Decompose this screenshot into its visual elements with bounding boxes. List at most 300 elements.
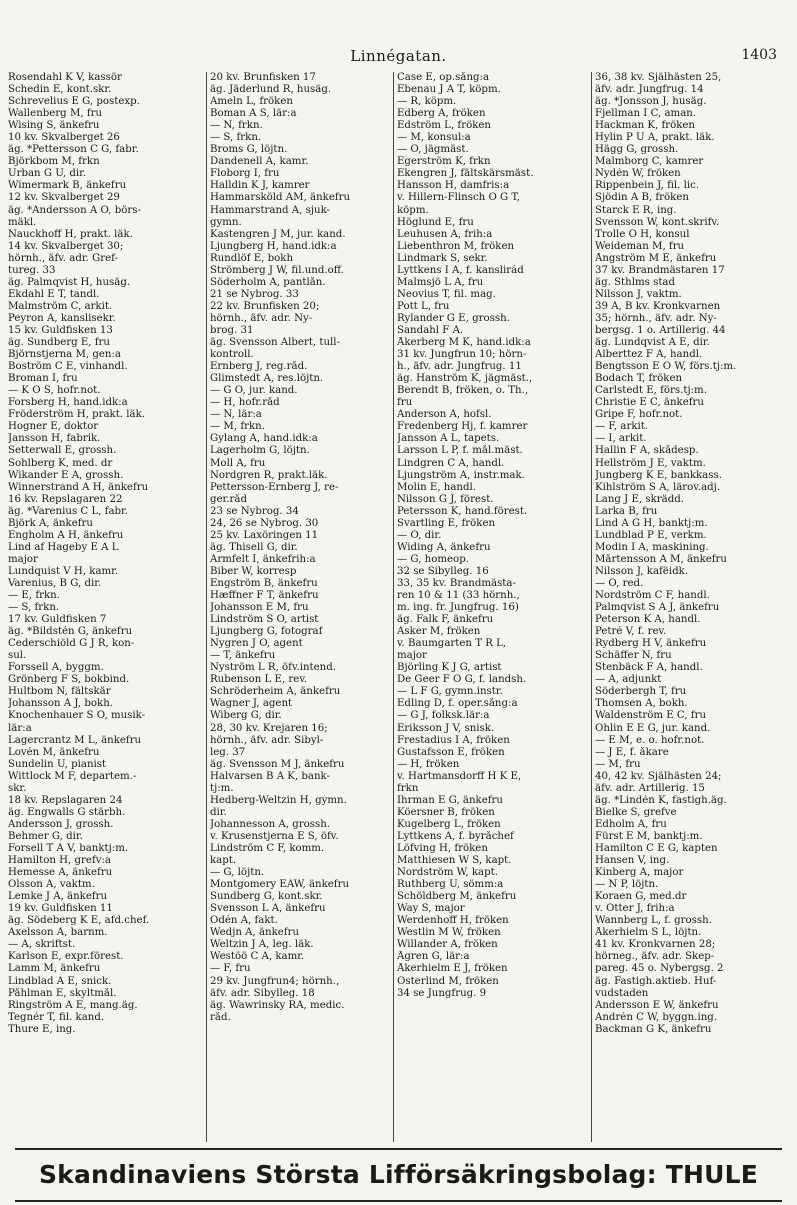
directory-entry: Olsson A, vaktm.	[8, 879, 95, 891]
directory-entry: Ebenau J A T, köpm.	[397, 84, 501, 96]
directory-entry: Rylander G E, grossh.	[397, 312, 510, 324]
directory-entry: Urban G U, dir.	[8, 168, 87, 180]
directory-entry: äg. *Andersson A O, börs-	[8, 204, 141, 216]
directory-entry: Frestadius I A, fröken	[397, 734, 510, 746]
directory-entry: Nilsson J, kafëidk.	[595, 565, 689, 577]
directory-entry: Wannberg L, f. grossh.	[595, 915, 712, 927]
directory-entry: Forssell A, byggm.	[8, 662, 104, 674]
directory-column-3	[393, 72, 590, 1142]
directory-entry: Schäffer N, fru	[595, 650, 672, 662]
directory-entry: Jansson H, fabrik.	[8, 433, 101, 445]
directory-entry: Ernberg J, reg.råd.	[210, 361, 308, 373]
directory-entry: Påhlman E, skyltmål.	[8, 987, 117, 999]
directory-entry: Mårtensson A M, änkefru	[595, 553, 727, 565]
directory-entry: Gylang A, hand.idk:a	[210, 433, 318, 445]
directory-entry: — J E, f. åkare	[595, 746, 669, 758]
directory-entry: — H, hofr.råd	[210, 397, 280, 409]
directory-entry: Petersson K, hand.förest.	[397, 505, 528, 517]
directory-entry: Björling K J G, artist	[397, 662, 502, 674]
directory-entry: — O, dir.	[397, 529, 442, 541]
directory-entry: Lemke J A, änkefru	[8, 891, 108, 903]
directory-entry: Rubenson L E, rev.	[210, 674, 308, 686]
directory-entry: Lind A G H, banktj:m.	[595, 517, 708, 529]
directory-entry: Hamilton H, grefv:a	[8, 855, 111, 867]
directory-entry: — E, frkn.	[8, 590, 60, 602]
directory-entry: Lindström C F, komm.	[210, 843, 325, 854]
directory-entry: dir.	[210, 806, 227, 818]
directory-entry: vudstaden	[595, 987, 649, 999]
directory-entry: Schedin E, kont.skr.	[8, 84, 112, 96]
directory-entry: äg. Sthlms stad	[595, 276, 676, 288]
directory-entry: Thure E, ing.	[8, 1023, 76, 1035]
directory-entry: 25 kv. Laxöringen 11	[210, 529, 319, 541]
directory-entry: tureg. 33	[8, 264, 56, 276]
directory-entry: Peyron A, kanslisekr.	[8, 312, 116, 324]
directory-columns	[8, 72, 793, 1142]
directory-entry: Nyström L R, öfv.intend.	[210, 662, 336, 674]
directory-entry: Ruthberg U, sömm:a	[397, 879, 504, 891]
directory-entry: Hogner E, doktor	[8, 421, 99, 433]
directory-entry: 17 kv. Guldfisken 7	[8, 614, 107, 626]
directory-entry: 33, 35 kv. Brandmästa-	[397, 577, 516, 589]
directory-entry: Cederschiöld G J R, kon-	[8, 638, 135, 650]
directory-entry: Hallin F A, skådesp.	[595, 445, 699, 457]
directory-entry: Löfving H, fröken	[397, 843, 488, 854]
directory-entry: köpm.	[397, 204, 429, 216]
directory-entry: Molin E, handl.	[397, 481, 477, 493]
directory-entry: 39 A, B kv. Kronkvarnen	[595, 300, 721, 312]
directory-entry: Edholm A, fru	[595, 818, 667, 830]
directory-entry: — F, arkit.	[595, 421, 649, 433]
directory-entry: Lamm M, änkefru	[8, 963, 101, 975]
directory-entry: Leuhusen A, frih:a	[397, 228, 493, 240]
directory-entry: äg. Hanström K, jägmäst.,	[397, 373, 533, 385]
directory-entry: Ringström A E, mang.äg.	[8, 999, 138, 1011]
directory-entry: Boman A S, lär:a	[210, 108, 297, 120]
directory-entry: — E M, e. o. hofr.not.	[595, 734, 705, 746]
directory-entry: Söderbergh T, fru	[595, 686, 687, 698]
directory-entry: Widing A, änkefru	[397, 541, 491, 553]
directory-entry: Hultbom N, fältskär	[8, 686, 111, 698]
directory-entry: Winnerstrand A H, änkefru	[8, 481, 149, 493]
page-header	[0, 0, 797, 70]
directory-entry: Svensson W, kont.skrifv.	[595, 216, 720, 228]
directory-entry: Engholm A H, änkefru	[8, 529, 124, 541]
directory-entry: 14 kv. Skvalberget 30;	[8, 240, 124, 252]
directory-entry: Nordgren R, prakt.läk.	[210, 469, 328, 481]
directory-entry: Wising S, änkefru	[8, 120, 100, 132]
directory-entry: — N P, löjtn.	[595, 879, 659, 891]
directory-entry: — G, löjtn.	[210, 867, 265, 879]
directory-entry: Broms G, löjtn.	[210, 144, 288, 156]
directory-entry: hörneg., äfv. adr. Skep-	[595, 951, 715, 963]
directory-entry: Svartling E, fröken	[397, 517, 496, 529]
directory-entry: — O, jägmäst.	[397, 144, 469, 156]
directory-entry: äg. *Lindén K, fastigh.äg.	[595, 794, 727, 806]
directory-entry: äg. *Bildstén G, änkefru	[8, 626, 133, 638]
directory-entry: äg. Svensson Albert, tull-	[210, 337, 341, 349]
directory-entry: hörnh., äfv. adr. Ny-	[210, 312, 313, 324]
directory-entry: v. Krusenstjerna E S, öfv.	[210, 830, 339, 842]
directory-entry: Lind af Hageby E A L	[8, 541, 119, 553]
directory-entry: 16 kv. Repslagaren 22	[8, 493, 123, 505]
directory-entry: äg. Falk F, änkefru	[397, 614, 494, 626]
directory-entry: h., äfv. adr. Jungfrug. 11	[397, 361, 522, 373]
directory-entry: Schöldberg M, änkefru	[397, 891, 517, 903]
directory-entry: Modin I A, maskining.	[595, 541, 709, 553]
directory-entry: Wimermark B, änkefru	[8, 180, 127, 192]
directory-entry: Koraen G, med.dr	[595, 891, 687, 903]
directory-entry: Malmborg C, kamrer	[595, 156, 704, 168]
directory-entry: Edling D, f. oper.sång:a	[397, 698, 518, 710]
directory-entry: major	[8, 553, 38, 565]
directory-entry: Hammarsköld AM, änkefru	[210, 192, 351, 204]
directory-entry: Varenius, B G, dir.	[8, 577, 102, 589]
directory-entry: Larka B, fru	[595, 505, 658, 517]
directory-entry: hörnh., äfv. adr. Gref-	[8, 252, 118, 264]
directory-entry: Dandenell A, kamr.	[210, 156, 309, 168]
directory-entry: 41 kv. Kronkvarnen 28;	[595, 939, 716, 951]
directory-entry: Hylin P U A, prakt. läk.	[595, 132, 715, 144]
directory-entry: Ångström M E, änkefru	[595, 252, 717, 264]
directory-entry: Waldenström E C, fru	[595, 710, 707, 722]
directory-entry: v. Baumgarten T R L,	[397, 638, 507, 650]
directory-entry: Bengtsson E O W, förs.tj:m.	[595, 361, 737, 373]
directory-entry: Kinberg A, major	[595, 867, 684, 879]
directory-entry: Kihlström S A, lärov.adj.	[595, 481, 721, 493]
directory-entry: Ekengren J, fältskärsmäst.	[397, 168, 534, 180]
directory-entry: Carlstedt E, förs.tj:m.	[595, 385, 707, 397]
directory-entry: äg. Jäderlund R, husäg.	[210, 84, 332, 96]
directory-entry: Wagner J, agent	[210, 698, 293, 710]
directory-entry: äg. Svensson M J, änkefru	[210, 758, 345, 770]
directory-entry: Åkerhielm S L, löjtn.	[595, 927, 702, 939]
directory-entry: Palmqvist S A J, änkefru	[595, 602, 720, 614]
directory-entry: Weltzin J A, leg. läk.	[210, 939, 314, 951]
directory-entry: 32 se Sibylleg. 16	[397, 565, 489, 577]
directory-entry: 22 kv. Brunfisken 20;	[210, 300, 320, 312]
directory-entry: Fredenberg Hj, f. kamrer	[397, 421, 528, 433]
directory-entry: De Geer F O G, f. landsh.	[397, 674, 527, 686]
directory-entry: Sohlberg K, med. dr	[8, 457, 113, 469]
directory-entry: leg. 37	[210, 746, 246, 758]
directory-entry: Montgomery EAW, änkefru	[210, 879, 350, 891]
directory-entry: Trolle O H, konsul	[595, 228, 690, 240]
directory-entry: Egerström K, frkn	[397, 156, 491, 168]
directory-entry: — G O, jur. kand.	[210, 385, 298, 397]
directory-entry: Edström L, fröken	[397, 120, 491, 132]
directory-entry: Grönberg F S, bokbind.	[8, 674, 130, 686]
directory-entry: Boström C E, vinhandl.	[8, 361, 128, 373]
page-number: 1403	[741, 47, 777, 63]
directory-entry: — R, köpm.	[397, 96, 457, 108]
directory-entry: Björnstjerna M, gen:a	[8, 349, 121, 361]
directory-entry: Hamilton C E G, kapten	[595, 843, 718, 854]
directory-entry: Lagercrantz M L, änkefru	[8, 734, 142, 746]
directory-entry: Malmström C, arkit.	[8, 300, 113, 312]
directory-entry: Kugelberg L, fröken	[397, 818, 501, 830]
directory-entry: Sjödin A B, fröken	[595, 192, 689, 204]
directory-entry: Peterson K A, handl.	[595, 614, 701, 626]
directory-entry: Christie E C, änkefru	[595, 397, 704, 409]
directory-entry: Eriksson J V, snisk.	[397, 722, 495, 734]
directory-entry: Bielke S, grefve	[595, 806, 677, 818]
directory-entry: — A, skriftst.	[8, 939, 76, 951]
directory-entry: Lundquist V H, kamr.	[8, 565, 119, 577]
directory-entry: — O, red.	[595, 577, 644, 589]
directory-entry: Pettersson-Ernberg J, re-	[210, 481, 339, 493]
directory-entry: 12 kv. Skvalberget 29	[8, 192, 120, 204]
directory-entry: Björkbom M, frkn	[8, 156, 100, 168]
directory-entry: Johansson E M, fru	[210, 602, 309, 614]
directory-entry: Asker M, fröken	[397, 626, 481, 638]
directory-entry: Jungberg K E, bankkass.	[595, 469, 722, 481]
directory-entry: Moll A, fru	[210, 457, 266, 469]
directory-entry: Hägg G, grossh.	[595, 144, 679, 156]
directory-entry: Sundelin U, pianist	[8, 758, 107, 770]
directory-entry: Way S, major	[397, 903, 465, 915]
directory-entry: äg. *Jonsson J, husäg.	[595, 96, 707, 108]
directory-entry: lär:a	[8, 722, 32, 734]
directory-entry: Lovén M, änkefru	[8, 746, 100, 758]
directory-entry: Forsberg H, hand.idk:a	[8, 397, 128, 409]
directory-entry: äg. Wawrinsky RA, medic.	[210, 999, 345, 1011]
directory-entry: Hedberg-Weltzin H, gymn.	[210, 794, 347, 806]
directory-entry: Rydberg H V, änkefru	[595, 638, 707, 650]
directory-entry: Edberg A, fröken	[397, 108, 486, 120]
directory-entry: Weideman M, fru	[595, 240, 685, 252]
directory-entry: Åkerberg M K, hand.idk:a	[397, 337, 531, 349]
directory-entry: brog. 31	[210, 324, 254, 336]
directory-entry: Malmsjö L A, fru	[397, 276, 484, 288]
directory-entry: Halvarsen B A K, bank-	[210, 770, 330, 782]
directory-entry: Strömberg J W, fil.und.off.	[210, 264, 344, 276]
directory-entry: — S, frkn.	[8, 602, 60, 614]
directory-entry: Björk A, änkefru	[8, 517, 93, 529]
directory-entry: Sandahl F A.	[397, 324, 464, 336]
directory-entry: äg. Fastigh.aktieb. Huf-	[595, 975, 717, 987]
directory-entry: Tegnér T, fil. kand.	[8, 1011, 105, 1023]
directory-entry: Wittlock M F, departem.-	[8, 770, 137, 782]
directory-entry: Ihrman E G, änkefru	[397, 794, 503, 806]
directory-entry: Köersner B, fröken	[397, 806, 495, 818]
directory-entry: Ljungström A, instr.mak.	[397, 469, 525, 481]
directory-entry: Knochenhauer S O, musik-	[8, 710, 146, 722]
directory-entry: — G J, folksk.lär:a	[397, 710, 490, 722]
directory-entry: Österlind M, fröken	[397, 975, 499, 987]
directory-entry: Matthiesen W S, kapt.	[397, 855, 512, 867]
directory-entry: äg. Lundqvist A E, dir.	[595, 337, 710, 349]
directory-entry: Rundlöf E, bokh	[210, 252, 294, 264]
directory-entry: Gustafsson E, fröken	[397, 746, 505, 758]
directory-entry: major	[397, 650, 427, 662]
footer-advertisement: Skandinaviens Största Lifförsäkringsbolag: THULE	[38, 1160, 759, 1189]
directory-entry: Petré V, f. rev.	[595, 626, 667, 638]
directory-entry: kontroll.	[210, 349, 254, 361]
directory-entry: Lundblad P E, verkm.	[595, 529, 707, 541]
directory-entry: Liebenthron M, fröken	[397, 240, 515, 252]
directory-entry: 29 kv. Jungfrun4; hörnh.,	[210, 975, 340, 987]
directory-entry: Glimstedt A, res.löjtn.	[210, 373, 324, 385]
directory-entry: — I, arkit.	[595, 433, 647, 445]
directory-entry: Stenbäck F A, handl.	[595, 662, 703, 674]
directory-entry: 18 kv. Repslagaren 24	[8, 794, 123, 806]
directory-entry: Hammarstrand A, sjuk-	[210, 204, 331, 216]
directory-entry: Hansen V, ing.	[595, 855, 670, 867]
directory-entry: Behmer G, dir.	[8, 830, 83, 842]
directory-entry: Halldin K J, kamrer	[210, 180, 310, 192]
directory-entry: Broman I, fru	[8, 373, 78, 385]
directory-entry: Ågren G, lär:a	[397, 951, 470, 963]
directory-entry: Åkerhielm E J, fröken	[397, 963, 508, 975]
directory-entry: Hackman K, fröken	[595, 120, 695, 132]
directory-entry: Hellström J E, vaktm.	[595, 457, 706, 469]
directory-entry: 10 kv. Skvalberget 26	[8, 132, 120, 144]
directory-entry: Wedjn A, änkefru	[210, 927, 300, 939]
directory-entry: Fjellman I C, aman.	[595, 108, 697, 120]
directory-entry: Lyttkens A, f. byråchef	[397, 830, 514, 842]
directory-entry: äg. Södeberg K E, afd.chef.	[8, 915, 150, 927]
directory-entry: — T, änkefru	[210, 650, 276, 662]
directory-entry: äg. Engwalls G stärbh.	[8, 806, 126, 818]
directory-entry: 20 kv. Brunfisken 17	[210, 72, 316, 83]
directory-entry: äg. *Varenius C L, fabr.	[8, 505, 129, 517]
footer-advertisement-band	[15, 1148, 782, 1202]
directory-entry: Rippenbein J, fil. lic.	[595, 180, 700, 192]
directory-entry: Forsell T A V, banktj:m.	[8, 843, 129, 854]
directory-entry: Rosendahl K V, kassör	[8, 72, 122, 83]
directory-entry: 23 se Nybrog. 34	[210, 505, 299, 517]
directory-entry: — A, adjunkt	[595, 674, 662, 686]
directory-entry: Alberttez F A, handl.	[595, 349, 703, 361]
directory-entry: äg. Palmqvist H, husäg.	[8, 276, 131, 288]
directory-entry: Nilsson G J, förest.	[397, 493, 494, 505]
directory-entry: Odén A, fakt.	[210, 915, 278, 927]
directory-entry: Lindström S O, artist	[210, 614, 319, 626]
directory-column-2	[206, 72, 392, 1142]
directory-entry: äg. Thisell G, dir.	[210, 541, 298, 553]
directory-entry: frkn	[397, 782, 419, 794]
directory-entry: Andersson J, grossh.	[8, 818, 114, 830]
directory-entry: äfv. adr. Sibylleg. 18	[210, 987, 315, 999]
directory-entry: äfv. adr. Artillerig. 15	[595, 782, 705, 794]
directory-entry: Willander A, fröken	[397, 939, 498, 951]
directory-entry: Lagerholm G, löjtn.	[210, 445, 310, 457]
directory-entry: Axelsson A, barnm.	[8, 927, 108, 939]
directory-entry: 19 kv. Guldfisken 11	[8, 903, 113, 915]
directory-entry: Schröderheim A, änkefru	[210, 686, 341, 698]
directory-entry: Larsson L P, f. mål.mäst.	[397, 445, 523, 457]
directory-entry: Nordström W, kapt.	[397, 867, 498, 879]
directory-entry: Fürst E M, banktj:m.	[595, 830, 703, 842]
directory-entry: — G, homeop.	[397, 553, 469, 565]
directory-entry: Lindblad A E, snick.	[8, 975, 112, 987]
directory-entry: Westlin M W, fröken	[397, 927, 501, 939]
directory-entry: Lang J E, skrädd.	[595, 493, 685, 505]
directory-entry: 35; hörnh., äfv. adr. Ny-	[595, 312, 717, 324]
directory-entry: sul.	[8, 650, 27, 662]
directory-entry: Johannesson A, grossh.	[210, 818, 331, 830]
directory-entry: m. ing. fr. Jungfrug. 16)	[397, 602, 519, 614]
directory-entry: bergsg. 1 o. Artillerig. 44	[595, 324, 726, 336]
directory-entry: Andrén C W, byggn.ing.	[595, 1011, 718, 1023]
directory-entry: Gripe F, hofr.not.	[595, 409, 683, 421]
directory-entry: mäkl.	[8, 216, 37, 228]
directory-entry: Case E, op.sång:a	[397, 72, 490, 83]
directory-entry: kapt.	[210, 855, 237, 867]
directory-entry: Nydén W, fröken	[595, 168, 681, 180]
directory-entry: Hemesse A, änkefru	[8, 867, 113, 879]
directory-entry: Neovius T, fil. mag.	[397, 288, 496, 300]
directory-entry: Wallenberg M, fru	[8, 108, 103, 120]
directory-entry: Anderson A, hofsl.	[397, 409, 492, 421]
directory-entry: Hansson H, damfris:a	[397, 180, 510, 192]
directory-entry: — H, fröken	[397, 758, 460, 770]
directory-entry: fru	[397, 397, 413, 409]
directory-entry: Nilsson J, vaktm.	[595, 288, 682, 300]
directory-entry: Biber W, korresp	[210, 565, 297, 577]
directory-entry: — K O S, hofr.not.	[8, 385, 101, 397]
directory-entry: råd.	[210, 1011, 231, 1023]
directory-entry: Engström B, änkefru	[210, 577, 318, 589]
directory-entry: Jansson A L, tapets.	[397, 433, 500, 445]
directory-entry: Karlson E, expr.förest.	[8, 951, 124, 963]
directory-entry: pareg. 45 o. Nybergsg. 2	[595, 963, 724, 975]
directory-entry: Wiberg G, dir.	[210, 710, 282, 722]
directory-entry: Nauckhoff H, prakt. läk.	[8, 228, 133, 240]
directory-entry: 28, 30 kv. Krejaren 16;	[210, 722, 328, 734]
directory-entry: Höglund E, fru	[397, 216, 474, 228]
directory-entry: skr.	[8, 782, 27, 794]
directory-entry: — M, fru	[595, 758, 641, 770]
directory-entry: Lyttkens I A, f. kanslirád	[397, 264, 524, 276]
directory-entry: v. Otter J, frih:a	[595, 903, 675, 915]
page-title: Linnégatan.	[350, 47, 447, 65]
directory-entry: — M, frkn.	[210, 421, 265, 433]
directory-entry: Ljungberg G, fotograf	[210, 626, 323, 638]
directory-entry: Fröderström H, prakt. läk.	[8, 409, 146, 421]
directory-entry: Pott L, fru	[397, 300, 450, 312]
directory-entry: äg. Sundberg E, fru	[8, 337, 110, 349]
directory-entry: Nordström C F, handl.	[595, 590, 710, 602]
directory-column-4	[591, 72, 793, 1142]
directory-column-1	[8, 72, 203, 1142]
directory-entry: hörnh., äfv. adr. Sibyl-	[210, 734, 324, 746]
directory-entry: Nygren J O, agent	[210, 638, 303, 650]
directory-entry: 21 se Nybrog. 33	[210, 288, 299, 300]
directory-entry: ger.råd	[210, 493, 248, 505]
directory-entry: — N, lär:a	[210, 409, 262, 421]
directory-entry: Ljungberg H, hand.idk:a	[210, 240, 337, 252]
directory-entry: äfv. adr. Jungfrug. 14	[595, 84, 704, 96]
directory-entry: v. Hartmansdorff H K E,	[397, 770, 522, 782]
directory-entry: Wikander E A, grossh.	[8, 469, 124, 481]
directory-entry: — S, frkn.	[210, 132, 262, 144]
directory-entry: Johansson A J, bokh.	[8, 698, 113, 710]
directory-entry: tj:m.	[210, 782, 234, 794]
directory-entry: Schrevelius E G, postexp.	[8, 96, 140, 108]
directory-entry: Armfelt I, änkefrih:a	[210, 553, 316, 565]
directory-entry: Sundberg G, kont.skr.	[210, 891, 323, 903]
directory-entry: 15 kv. Guldfisken 13	[8, 324, 113, 336]
directory-entry: Floborg I, fru	[210, 168, 280, 180]
directory-entry: v. Hillern-Flinsch O G T,	[397, 192, 520, 204]
directory-entry: äg. *Pettersson C G, fabr.	[8, 144, 139, 156]
directory-entry: ren 10 & 11 (33 hörnh.,	[397, 590, 520, 602]
directory-entry: Backman G K, änkefru	[595, 1023, 712, 1035]
directory-entry: — M, konsul:a	[397, 132, 471, 144]
directory-entry: Werdenhoff H, fröken	[397, 915, 509, 927]
